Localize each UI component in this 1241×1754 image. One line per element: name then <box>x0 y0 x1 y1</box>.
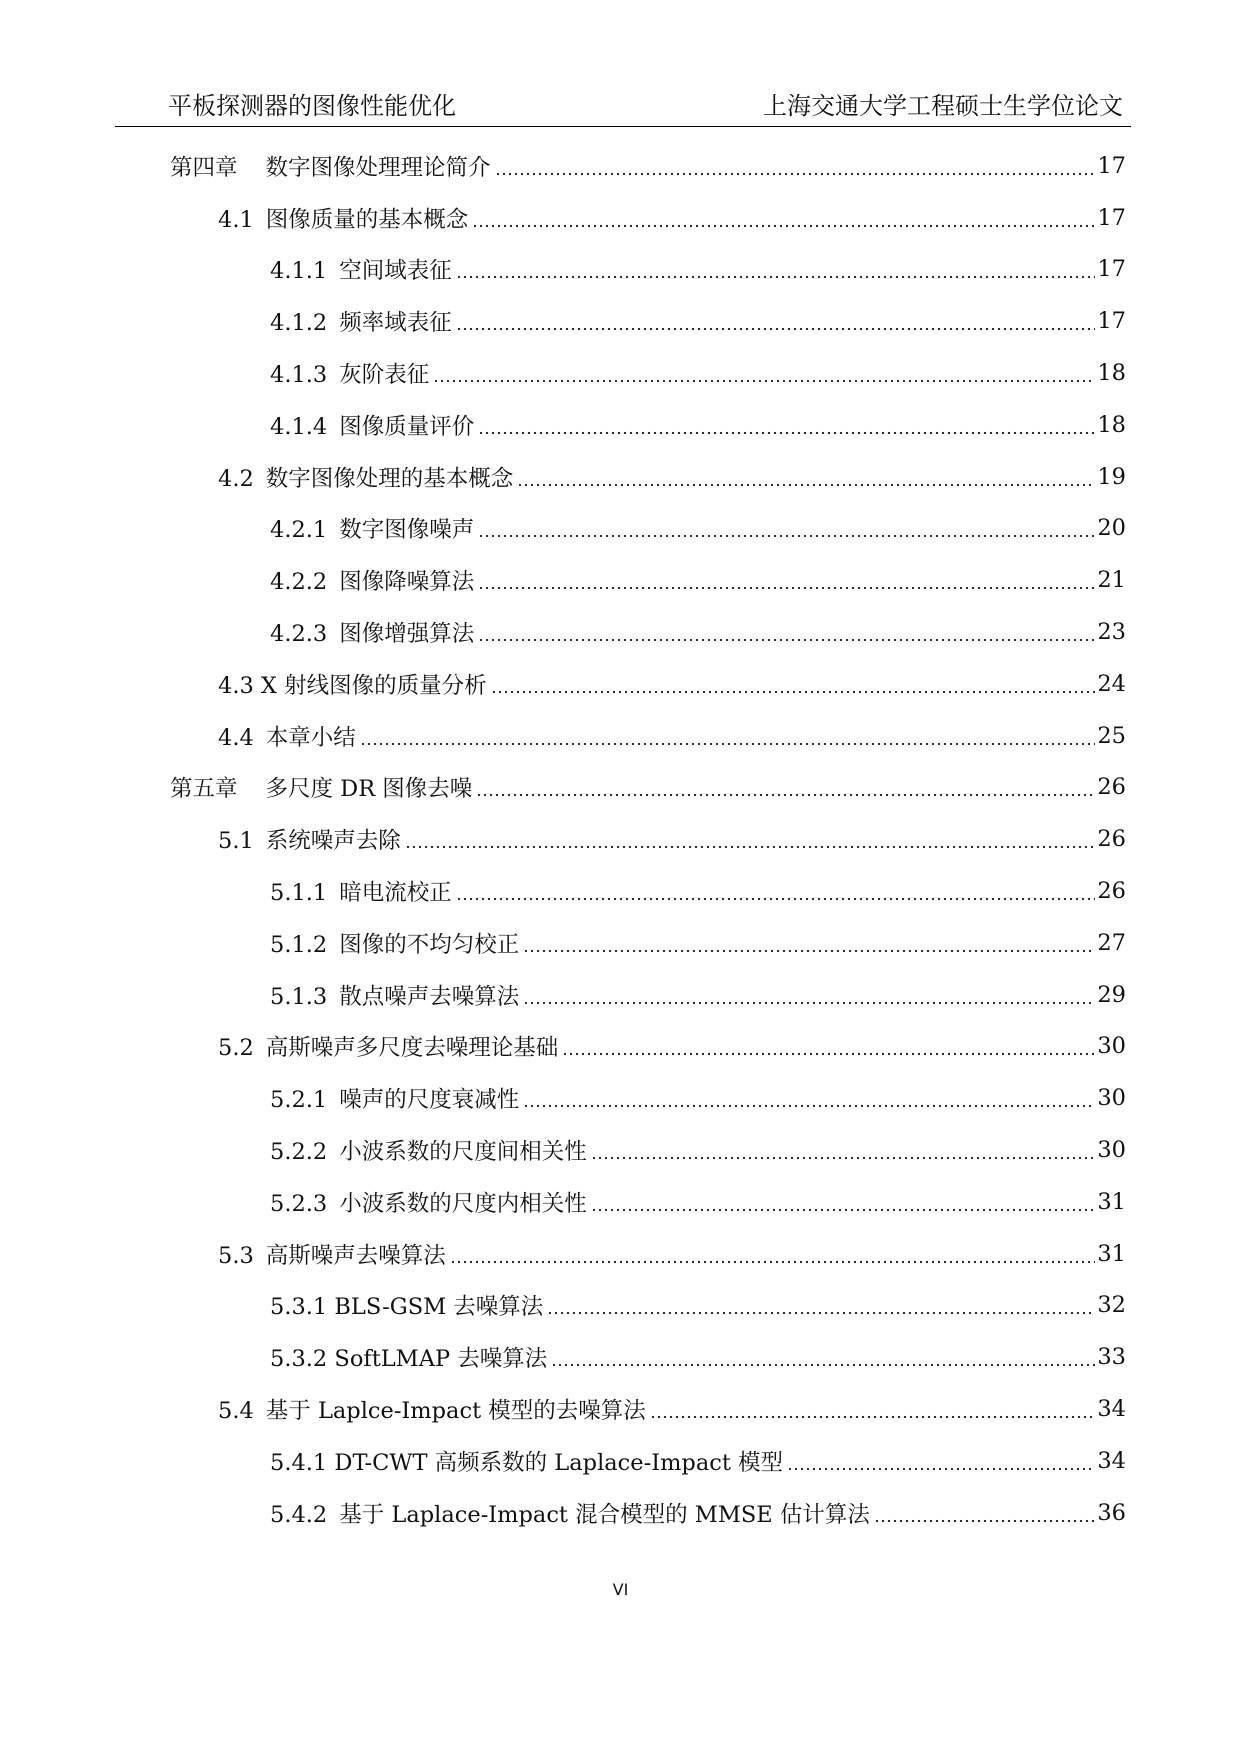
toc-entry-text <box>270 1134 587 1166</box>
toc-entry[interactable] <box>0 1072 1241 1124</box>
toc-entry-number: 5.1 <box>218 828 254 855</box>
toc-entry-number: 4.2.2 <box>270 569 328 596</box>
table-of-contents <box>0 140 1241 1539</box>
toc-entry-page: 21 <box>1097 567 1126 594</box>
toc-entry-page: 18 <box>1097 360 1126 387</box>
toc-dot-leader <box>523 1104 1095 1108</box>
toc-entry-text <box>218 461 513 493</box>
toc-entry-text <box>218 202 468 234</box>
toc-entry-page: 29 <box>1097 981 1126 1008</box>
toc-entry-title: 数字图像噪声 <box>339 517 475 544</box>
toc-entry-page: 17 <box>1097 152 1126 179</box>
toc-entry-text <box>270 564 474 596</box>
toc-entry-number: 第五章 <box>170 776 238 803</box>
toc-dot-leader <box>517 483 1095 487</box>
toc-entry[interactable] <box>0 1021 1241 1073</box>
toc-dot-leader <box>495 172 1096 176</box>
toc-entry-text <box>270 1082 519 1114</box>
toc-entry-title: 系统噪声去除 <box>265 828 401 855</box>
toc-dot-leader <box>591 1156 1096 1160</box>
toc-entry-page: 34 <box>1097 1447 1126 1474</box>
toc-entry-page: 30 <box>1097 1085 1126 1112</box>
toc-dot-leader <box>523 1001 1095 1005</box>
toc-entry-title: 散点噪声去噪算法 <box>339 983 520 1010</box>
toc-entry-number: 4.1 <box>218 206 254 233</box>
toc-entry-page: 26 <box>1097 878 1126 905</box>
toc-entry-title: 噪声的尺度衰减性 <box>339 1087 520 1114</box>
toc-entry-number: 5.2.3 <box>270 1190 328 1217</box>
toc-entry[interactable] <box>0 917 1241 969</box>
running-header <box>168 88 1123 124</box>
toc-dot-leader <box>547 1311 1095 1315</box>
toc-entry[interactable] <box>0 658 1241 710</box>
toc-entry-number: 4.1.1 <box>270 258 328 285</box>
toc-entry-title: 数字图像处理的基本概念 <box>265 465 514 492</box>
toc-entry-text <box>270 1186 587 1218</box>
toc-entry-text <box>218 1393 646 1425</box>
toc-entry-title: 图像质量的基本概念 <box>265 206 469 233</box>
toc-entry-title: 小波系数的尺度内相关性 <box>339 1190 587 1217</box>
toc-entry-text <box>218 1030 558 1062</box>
toc-entry-title: 高斯噪声去噪算法 <box>265 1242 446 1269</box>
header-rule <box>115 126 1131 127</box>
toc-entry[interactable] <box>0 1228 1241 1280</box>
toc-dot-leader <box>472 224 1095 228</box>
toc-entry[interactable] <box>0 295 1241 347</box>
toc-entry-title: 空间域表征 <box>339 258 452 285</box>
toc-entry-number: 5.1.1 <box>270 880 328 907</box>
toc-entry[interactable] <box>0 710 1241 762</box>
toc-entry-page: 23 <box>1097 619 1126 646</box>
header-thesis-title: 平板探测器的图像性能优化 <box>168 92 456 120</box>
toc-entry-title: 图像增强算法 <box>339 621 475 648</box>
toc-entry-page: 33 <box>1097 1344 1126 1371</box>
toc-entry-page: 26 <box>1097 826 1126 853</box>
toc-entry-number: 4.2 <box>218 465 254 492</box>
toc-entry[interactable] <box>0 347 1241 399</box>
toc-entry-text <box>270 927 519 959</box>
page-number: VI <box>612 1580 629 1599</box>
toc-entry-page: 31 <box>1097 1240 1126 1267</box>
toc-entry-number: 5.2.1 <box>270 1087 328 1114</box>
toc-entry-text <box>218 823 401 855</box>
toc-entry[interactable] <box>0 192 1241 244</box>
toc-entry-number: 4.1.3 <box>270 362 328 389</box>
toc-entry-number: 4.4 <box>218 724 254 751</box>
toc-entry[interactable] <box>0 399 1241 451</box>
toc-dot-leader <box>456 275 1096 279</box>
toc-entry-text <box>218 668 487 700</box>
toc-entry-text <box>170 150 491 182</box>
toc-entry-number: 4.2.1 <box>270 517 328 544</box>
toc-entry-number: 4.1.2 <box>270 310 328 337</box>
toc-entry-page: 30 <box>1097 1137 1126 1164</box>
toc-entry-title: 图像降噪算法 <box>339 569 475 596</box>
toc-entry-text <box>270 357 429 389</box>
toc-dot-leader <box>562 1052 1095 1056</box>
toc-entry-number: 5.4 <box>218 1398 254 1425</box>
toc-entry-page: 17 <box>1097 308 1126 335</box>
toc-entry-title: 小波系数的尺度间相关性 <box>339 1139 587 1166</box>
toc-entry-page: 34 <box>1097 1396 1126 1423</box>
toc-entry-title: 5.4.1 DT-CWT 高频系数的 Laplace-Impact 模型 <box>270 1449 784 1476</box>
toc-entry-page: 32 <box>1097 1292 1126 1319</box>
toc-dot-leader <box>405 845 1096 849</box>
toc-entry-page: 19 <box>1097 463 1126 490</box>
toc-dot-leader <box>478 431 1095 435</box>
toc-entry-title: 本章小结 <box>265 724 356 751</box>
toc-entry-text <box>270 1445 783 1477</box>
toc-entry[interactable] <box>0 606 1241 658</box>
toc-dot-leader <box>450 1260 1096 1264</box>
toc-entry-number: 5.3 <box>218 1242 254 1269</box>
toc-entry-title: 图像质量评价 <box>339 413 475 440</box>
toc-entry-number: 第四章 <box>170 154 238 181</box>
toc-entry-text <box>270 409 474 441</box>
toc-dot-leader <box>787 1467 1095 1471</box>
toc-entry-title: 5.3.2 SoftLMAP 去噪算法 <box>270 1346 548 1373</box>
toc-entry-text <box>270 1341 547 1373</box>
toc-entry-text <box>270 512 474 544</box>
toc-entry-title: 高斯噪声多尺度去噪理论基础 <box>265 1035 559 1062</box>
toc-dot-leader <box>478 638 1095 642</box>
toc-entry-text <box>270 1289 543 1321</box>
toc-entry-text <box>270 305 452 337</box>
toc-dot-leader <box>650 1415 1096 1419</box>
toc-dot-leader <box>456 897 1096 901</box>
header-university-label: 上海交通大学工程硕士生学位论文 <box>763 92 1123 120</box>
toc-entry-text <box>270 616 474 648</box>
toc-entry[interactable] <box>0 244 1241 296</box>
toc-entry[interactable] <box>0 969 1241 1021</box>
toc-entry[interactable] <box>0 140 1241 192</box>
toc-entry-page: 25 <box>1097 722 1126 749</box>
toc-entry-title: 灰阶表征 <box>339 362 430 389</box>
toc-dot-leader <box>478 586 1095 590</box>
toc-entry-title: 图像的不均匀校正 <box>339 931 520 958</box>
toc-entry[interactable] <box>0 1487 1241 1539</box>
toc-entry[interactable] <box>0 1383 1241 1435</box>
toc-entry-text <box>218 720 356 752</box>
toc-entry-text <box>270 253 452 285</box>
toc-entry-number: 5.1.2 <box>270 931 328 958</box>
toc-entry-page: 36 <box>1097 1499 1126 1526</box>
toc-entry-number: 5.4.2 <box>270 1501 328 1528</box>
toc-entry-text <box>270 979 519 1011</box>
toc-entry[interactable] <box>0 762 1241 814</box>
toc-entry[interactable] <box>0 451 1241 503</box>
toc-entry-number: 4.2.3 <box>270 621 328 648</box>
toc-entry-page: 24 <box>1097 670 1126 697</box>
toc-entry[interactable] <box>0 1124 1241 1176</box>
toc-entry-title: 暗电流校正 <box>339 880 452 907</box>
toc-entry-title: 多尺度 DR 图像去噪 <box>265 776 473 803</box>
toc-dot-leader <box>476 793 1095 797</box>
toc-entry-title: 5.3.1 BLS-GSM 去噪算法 <box>270 1294 544 1321</box>
toc-entry-text <box>218 1238 446 1270</box>
toc-entry[interactable] <box>0 1176 1241 1228</box>
toc-entry[interactable] <box>0 1280 1241 1332</box>
toc-entry-text <box>170 771 472 803</box>
toc-entry-number: 4.1.4 <box>270 413 328 440</box>
toc-entry-page: 17 <box>1097 256 1126 283</box>
toc-entry-title: 数字图像处理理论简介 <box>265 154 491 181</box>
toc-entry-page: 27 <box>1097 929 1126 956</box>
toc-entry-page: 17 <box>1097 204 1126 231</box>
toc-entry-page: 26 <box>1097 774 1126 801</box>
toc-dot-leader <box>591 1208 1096 1212</box>
toc-entry-number: 5.2 <box>218 1035 254 1062</box>
toc-entry-text <box>270 1497 870 1529</box>
toc-dot-leader <box>523 949 1095 953</box>
toc-entry-page: 30 <box>1097 1033 1126 1060</box>
toc-entry[interactable] <box>0 865 1241 917</box>
toc-entry[interactable] <box>0 503 1241 555</box>
toc-dot-leader <box>491 690 1096 694</box>
toc-entry-title: 基于 Laplce-Impact 模型的去噪算法 <box>265 1398 646 1425</box>
toc-entry[interactable] <box>0 554 1241 606</box>
toc-entry-page: 20 <box>1097 515 1126 542</box>
toc-dot-leader <box>478 534 1095 538</box>
toc-dot-leader <box>874 1519 1096 1523</box>
toc-entry-title: 4.3 X 射线图像的质量分析 <box>218 672 487 699</box>
toc-entry[interactable] <box>0 1435 1241 1487</box>
toc-dot-leader <box>360 742 1096 746</box>
toc-entry[interactable] <box>0 813 1241 865</box>
toc-entry-text <box>270 875 452 907</box>
toc-dot-leader <box>551 1363 1095 1367</box>
toc-entry-title: 频率域表征 <box>339 310 452 337</box>
toc-entry-number: 5.2.2 <box>270 1139 328 1166</box>
toc-dot-leader <box>433 379 1095 383</box>
toc-entry-page: 18 <box>1097 411 1126 438</box>
toc-entry-page: 31 <box>1097 1188 1126 1215</box>
toc-entry-number: 5.1.3 <box>270 983 328 1010</box>
toc-entry-title: 基于 Laplace-Impact 混合模型的 MMSE 估计算法 <box>339 1501 870 1528</box>
toc-entry[interactable] <box>0 1331 1241 1383</box>
toc-dot-leader <box>456 327 1096 331</box>
